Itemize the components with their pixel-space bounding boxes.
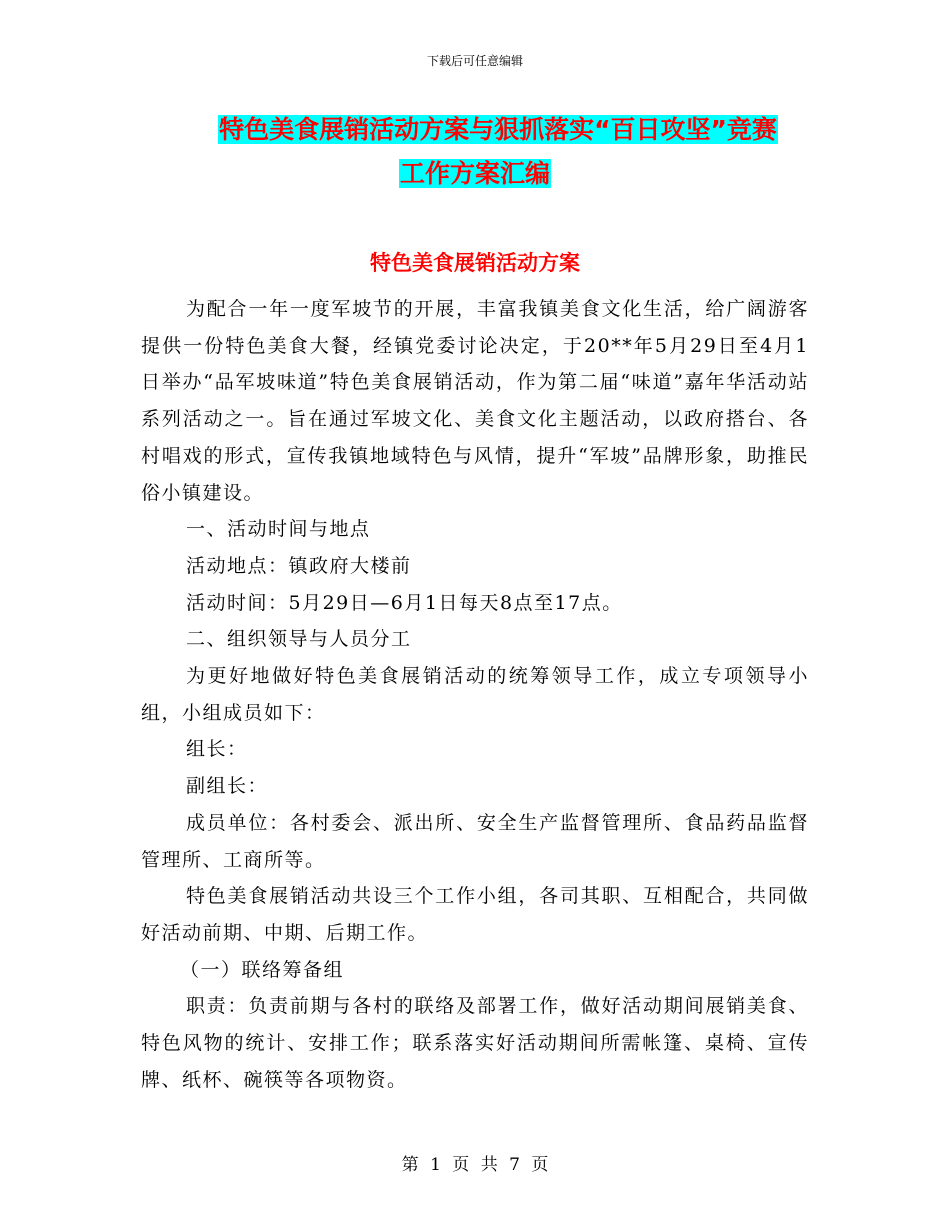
section-title: 特色美食展销活动方案 [370,251,580,275]
paragraph-location: 活动地点：镇政府大楼前 [186,554,412,577]
document-title-line-1 [0,112,950,148]
paragraph-members: 成员单位：各村委会、派出所、安全生产监督管理所、食品药品监督管理所、工商所等。 [141,811,809,871]
paragraph-intro: 为配合一年一度军坡节的开展，丰富我镇美食文化生活，给广阔游客提供一份特色美食大餐，经镇党委讨论决定，于20**年5月29日至4月1日举办“品军坡味道”特色美食展销活动，作为第二届“味道”嘉年华活动站系列活动之一。旨在通过军坡文化、美食文化主题活动，以政府搭台、各村唱戏的形式，宣传我镇地域特色与风情，提升“军坡”品牌形象，助推民俗小镇建设。 [141,298,809,504]
document-title-line-2 [0,156,950,192]
paragraph-leadership: 为更好地做好特色美食展销活动的统筹领导工作，成立专项领导小组，小组成员如下： [141,665,809,724]
paragraph-work-groups: 特色美食展销活动共设三个工作小组，各司其职、互相配合，共同做好活动前期、中期、后期工作。 [141,885,809,944]
document-body [141,291,809,1098]
title-highlight-1: 特色美食展销活动方案与狠抓落实“百日攻坚”竞赛 [219,115,777,144]
heading-liaison-group: （一）联络筹备组 [180,958,345,981]
page-number: 第 1 页 共 7 页 [401,1155,549,1175]
paragraph-leader: 组长： [186,738,248,761]
title-highlight-2: 工作方案汇编 [399,159,550,188]
heading-time-place: 一、活动时间与地点 [186,518,371,541]
paragraph-duties: 职责：负责前期与各村的联络及部署工作，做好活动期间展销美食、特色风物的统计、安排工作；联系落实好活动期间所需帐篷、桌椅、宣传牌、纸杯、碗筷等各项物资。 [141,995,809,1091]
paragraph-time: 活动时间：5月29日—6月1日每天8点至17点。 [186,591,623,614]
paragraph-deputy-leader: 副组长： [186,775,269,798]
heading-organization: 二、组织领导与人员分工 [186,628,412,651]
header-note: 下载后可任意编辑 [426,54,523,68]
